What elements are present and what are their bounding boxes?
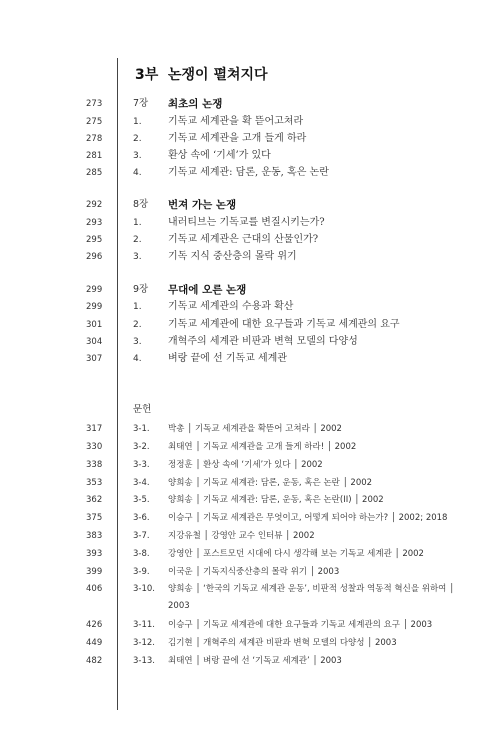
section-title: 기독교 세계관: 담론, 운동, 혹은 논란: [168, 167, 329, 178]
page-number: 299: [86, 285, 103, 295]
reference-number: 3-3.: [133, 460, 150, 470]
page-number: 296: [86, 252, 103, 262]
section-row[interactable]: [0, 215, 500, 231]
page-number: 399: [86, 567, 103, 577]
section-number: 3.: [133, 337, 142, 347]
page-number: 449: [86, 638, 103, 648]
reference-number: 3-11.: [133, 620, 155, 630]
reference-number: 3-8.: [133, 549, 150, 559]
section-row[interactable]: [0, 165, 500, 181]
section-row[interactable]: [0, 131, 500, 147]
page-number: 482: [86, 656, 103, 666]
reference-text: 최태연 │ 기독교 세계관을 고개 들게 하라! │ 2002: [168, 442, 357, 452]
reference-number: 3-4.: [133, 478, 150, 488]
page-number: 393: [86, 549, 103, 559]
page-number: 293: [86, 218, 103, 228]
section-number: 2.: [133, 320, 142, 330]
reference-row[interactable]: [0, 546, 500, 562]
reference-text: 정정훈 │ 환상 속에 ‘기세’가 있다 │ 2002: [168, 460, 323, 470]
section-row[interactable]: [0, 249, 500, 265]
reference-continuation: 2003: [168, 601, 190, 611]
page-number: 330: [86, 442, 103, 452]
reference-row[interactable]: [0, 581, 500, 597]
reference-number: 3-10.: [133, 584, 155, 594]
chapter-row[interactable]: [0, 96, 500, 112]
page-number: 362: [86, 495, 103, 505]
chapter-label: 9장: [133, 284, 149, 295]
page-number: 273: [86, 99, 103, 109]
reference-row[interactable]: [0, 528, 500, 544]
section-title: 기독교 세계관에 대한 요구들과 기독교 세계관의 요구: [168, 319, 400, 330]
section-row[interactable]: [0, 114, 500, 130]
section-row[interactable]: [0, 334, 500, 350]
section-number: 1.: [133, 302, 142, 312]
section-title: 기독교 세계관은 근대의 산물인가?: [168, 234, 319, 245]
references-heading: 문헌: [133, 404, 152, 415]
section-title: 내러티브는 기독교를 변질시키는가?: [168, 217, 325, 228]
page-number: 278: [86, 134, 103, 144]
chapter-row[interactable]: [0, 197, 500, 213]
reference-number: 3-6.: [133, 513, 150, 523]
section-title: 환상 속에 ‘기세’가 있다: [168, 150, 271, 161]
reference-text: 지강유철 │ 강영안 교수 인터뷰 │ 2002: [168, 531, 315, 541]
reference-text: 양희송 │ ‘한국의 기독교 세계관 운동’, 비판적 성찰과 역동적 혁신을 위하여 │: [168, 584, 455, 594]
reference-number: 3-7.: [133, 531, 150, 541]
page-number: 304: [86, 337, 103, 347]
section-row[interactable]: [0, 351, 500, 367]
section-title: 벼랑 끝에 선 기독교 세계관: [168, 353, 287, 364]
reference-number: 3-9.: [133, 567, 150, 577]
part-number: 3부: [135, 67, 159, 83]
chapter-label: 8장: [133, 199, 149, 210]
page-number: 383: [86, 531, 103, 541]
chapter-title: 무대에 오른 논쟁: [168, 284, 247, 296]
reference-number: 3-12.: [133, 638, 155, 648]
page-number: 375: [86, 513, 103, 523]
chapter-title: 최초의 논쟁: [168, 98, 223, 110]
reference-text: 양희송 │ 기독교 세계관: 담론, 운동, 혹은 논란 │ 2002: [168, 478, 373, 488]
reference-row[interactable]: [0, 492, 500, 508]
reference-text: 양희송 │ 기독교 세계관: 담론, 운동, 혹은 논란(II) │ 2002: [168, 495, 384, 505]
reference-row[interactable]: [0, 635, 500, 651]
section-number: 3.: [133, 252, 142, 262]
chapter-title: 번져 가는 논쟁: [168, 199, 237, 211]
reference-row[interactable]: [0, 457, 500, 473]
page-number: 299: [86, 302, 103, 312]
page-number: 301: [86, 320, 103, 330]
page-number: 353: [86, 478, 103, 488]
section-row[interactable]: [0, 317, 500, 333]
reference-row[interactable]: [0, 439, 500, 455]
section-number: 1.: [133, 218, 142, 228]
section-title: 기독교 세계관을 확 뜯어고쳐라: [168, 116, 304, 127]
page-number: 295: [86, 235, 103, 245]
section-row[interactable]: [0, 299, 500, 315]
page-number: 292: [86, 200, 103, 210]
reference-number: 3-2.: [133, 442, 150, 452]
part-title: 논쟁이 펼쳐지다: [168, 67, 268, 83]
reference-number: 3-13.: [133, 656, 155, 666]
page-number: 281: [86, 151, 103, 161]
section-title: 개혁주의 세계관 비판과 변혁 모델의 다양성: [168, 336, 358, 347]
reference-text: 이국운 │ 기독지식중산층의 몰락 위기 │ 2003: [168, 567, 340, 577]
section-number: 4.: [133, 168, 142, 178]
page-number: 307: [86, 354, 103, 364]
chapter-label: 7장: [133, 98, 149, 109]
section-number: 1.: [133, 117, 142, 127]
section-row[interactable]: [0, 232, 500, 248]
page-number: 275: [86, 117, 103, 127]
page-number: 338: [86, 460, 103, 470]
reference-number: 3-5.: [133, 495, 150, 505]
reference-row[interactable]: [0, 475, 500, 491]
page-number: 317: [86, 424, 103, 434]
section-title: 기독교 세계관의 수용과 확산: [168, 301, 294, 312]
page-number: 285: [86, 168, 103, 178]
reference-text: 최태연 │ 벼랑 끝에 선 ‘기독교 세계관’ │ 2003: [168, 656, 342, 666]
reference-row[interactable]: [0, 510, 500, 526]
section-number: 2.: [133, 134, 142, 144]
reference-row[interactable]: [0, 564, 500, 580]
reference-text: 박총 │ 기독교 세계관을 확뜯어 고쳐라 │ 2002: [168, 424, 342, 434]
page-number: 406: [86, 584, 103, 594]
chapter-row[interactable]: [0, 282, 500, 298]
reference-number: 3-1.: [133, 424, 150, 434]
page-number: 426: [86, 620, 103, 630]
section-number: 3.: [133, 151, 142, 161]
reference-text: 김기현 │ 개혁주의 세계관 비판과 변혁 모델의 다양성 │ 2003: [168, 638, 397, 648]
reference-row[interactable]: [0, 421, 500, 437]
section-title: 기독교 세계관을 고개 들게 하라: [168, 133, 307, 144]
reference-text: 강영안 │ 포스트모던 시대에 다시 생각해 보는 기독교 세계관 │ 2002: [168, 549, 424, 559]
reference-text: 이승구 │ 기독교 세계관에 대한 요구들과 기독교 세계관의 요구 │ 2003: [168, 620, 433, 630]
section-number: 2.: [133, 235, 142, 245]
section-row[interactable]: [0, 148, 500, 164]
section-number: 4.: [133, 354, 142, 364]
reference-text: 이승구 │ 기독교 세계관은 무엇이고, 어떻게 되어야 하는가? │ 2002; 2018: [168, 513, 448, 523]
reference-row[interactable]: [0, 617, 500, 633]
reference-row[interactable]: [0, 653, 500, 669]
section-title: 기독 지식 중산층의 몰락 위기: [168, 251, 297, 262]
